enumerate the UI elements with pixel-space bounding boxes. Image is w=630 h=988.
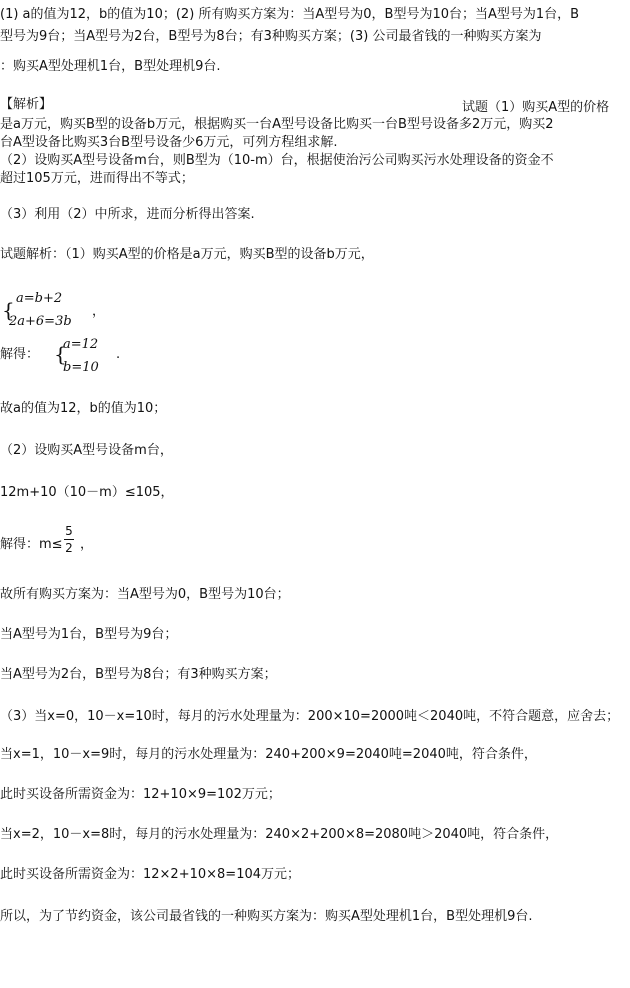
solve2-label: 解得：m≤ bbox=[0, 537, 63, 552]
analysis-line-5: （3）利用（2）中所求，进而分析得出答案. bbox=[0, 207, 255, 222]
answer-line-3: ：购买A型处理机1台，B型处理机9台. bbox=[0, 59, 221, 74]
analysis-line-2: 台A型设备比购买3台B型号设备少6万元，可列方程组求解. bbox=[0, 135, 338, 150]
analysis-heading: 【解析】 bbox=[0, 97, 53, 112]
eq1-bottom: 2a+6=3b bbox=[9, 314, 72, 329]
conclusion-1: 故a的值为12，b的值为10； bbox=[0, 401, 167, 416]
answer-line-2: 型号为9台；当A型号为2台，B型号为8台；有3种购买方案；(3) 公司最省钱的一种购买方案为 bbox=[0, 29, 542, 44]
fraction-5-2 bbox=[64, 524, 74, 555]
fraction-denominator: 2 bbox=[65, 541, 73, 555]
case-2: 当x=2，10－x=8时，每月的污水处理量为：240×2+200×8=2080吨＞2040吨，符合条件， bbox=[0, 827, 559, 842]
solve-label: 解得： bbox=[0, 347, 40, 362]
analysis-line-4: 超过105万元，进而得出不等式； bbox=[0, 171, 194, 186]
brace-1: { bbox=[2, 298, 15, 322]
analysis-intro-right: 试题（1）购买A型的价格 bbox=[462, 100, 610, 115]
fraction-bar bbox=[64, 539, 74, 540]
inequality: 12m+10（10－m）≤105， bbox=[0, 485, 174, 500]
final-conclusion: 所以，为了节约资金，该公司最省钱的一种购买方案为：购买A型处理机1台，B型处理机9台. bbox=[0, 909, 533, 924]
part3-case0: （3）当x=0，10－x=10时，每月的污水处理量为：200×10=2000吨＜2040吨，不符合题意，应舍去； bbox=[0, 709, 620, 724]
eq1-tail: ， bbox=[92, 304, 106, 319]
fraction-numerator: 5 bbox=[65, 524, 73, 538]
eq1-top: a=b+2 bbox=[16, 291, 63, 306]
eq2-bottom: b=10 bbox=[63, 360, 99, 375]
brace-2: { bbox=[54, 342, 67, 366]
answer-line-1: (1) a的值为12，b的值为10；(2) 所有购买方案为：当A型号为0，B型号为10台；当A型号为1台，B bbox=[0, 7, 580, 22]
plans-3: 当A型号为2台，B型号为8台；有3种购买方案； bbox=[0, 667, 277, 682]
plans-2: 当A型号为1台，B型号为9台； bbox=[0, 627, 178, 642]
eq2-top: a=12 bbox=[63, 337, 99, 352]
plans-1: 故所有购买方案为：当A型号为0，B型号为10台； bbox=[0, 587, 290, 602]
part2-intro: （2）设购买A型号设备m台， bbox=[0, 443, 173, 458]
solve2-tail: ， bbox=[80, 537, 94, 552]
case-1: 当x=1，10－x=9时，每月的污水处理量为：240+200×9=2040吨=2040吨，符合条件， bbox=[0, 747, 537, 762]
analysis-line-3: （2）设购买A型号设备m台，则B型为（10-m）台，根据使治污公司购买污水处理设备的资金不 bbox=[0, 153, 554, 168]
analysis-line-1: 是a万元，购买B型的设备b万元，根据购买一台A型号设备比购买一台B型号设备多2万元，购买2 bbox=[0, 117, 554, 132]
case-2-cost: 此时买设备所需资金为：12×2+10×8=104万元； bbox=[0, 867, 301, 882]
case-1-cost: 此时买设备所需资金为：12+10×9=102万元； bbox=[0, 787, 281, 802]
solution-intro: 试题解析：（1）购买A型的价格是a万元，购买B型的设备b万元， bbox=[0, 247, 374, 262]
eq2-tail: . bbox=[116, 347, 121, 362]
